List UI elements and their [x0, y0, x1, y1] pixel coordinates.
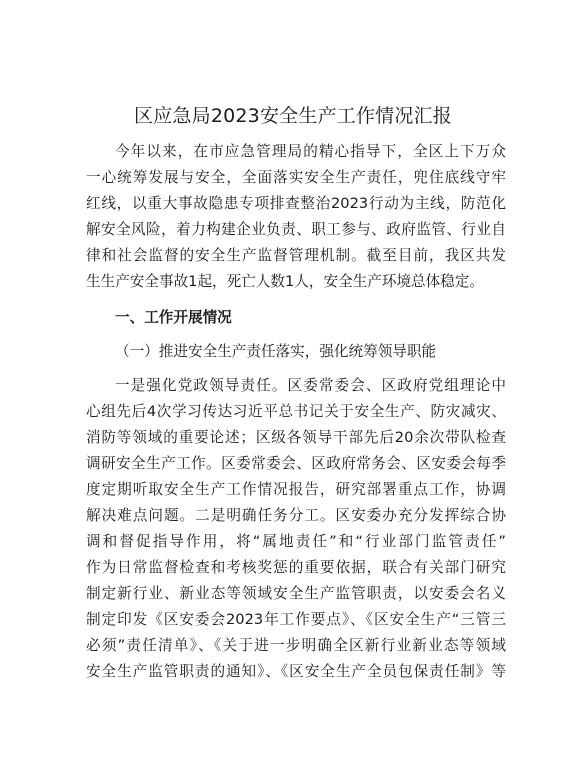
paragraph-line: 作为日常监督检查和考核奖惩的重要依据，联合有关部门研究 — [86, 559, 506, 576]
paragraph-line: 今年以来，在市应急管理局的精心指导下，全区上下万众 — [115, 143, 506, 160]
paragraph-line: 制定新行业、新业态等领域安全生产监管职责，以安委会名义 — [86, 585, 506, 602]
section-heading: 一、工作开展情况 — [115, 309, 232, 326]
subsection-heading: （一）推进安全生产责任落实，强化统筹领导职能 — [115, 343, 437, 360]
paragraph-line: 一是强化党政领导责任。区委常委会、区政府党组理论中 — [115, 377, 506, 394]
paragraph-line: 消防等领域的重要论述；区级各领导干部先后20余次带队检查 — [86, 429, 506, 446]
paragraph-line: 度定期听取安全生产工作情况报告，研究部署重点工作，协调 — [86, 481, 506, 498]
document-title: 区应急局2023安全生产工作情况汇报 — [134, 105, 452, 127]
paragraph-line: 调研安全生产工作。区委常委会、区政府常务会、区安委会每季 — [86, 455, 506, 472]
paragraph-line: 生生产安全事故1起，死亡人数1人，安全生产环境总体稳定。 — [86, 273, 485, 290]
paragraph-line: 律和社会监督的安全生产监督管理机制。截至目前，我区共发 — [86, 247, 506, 264]
paragraph-line: 一心统筹发展与安全，全面落实安全生产责任，兜住底线守牢 — [86, 169, 506, 186]
paragraph-line: 安全生产监管职责的通知》、《区安全生产全员包保责任制》等 — [86, 663, 506, 680]
paragraph-line: 心组先后4次学习传达习近平总书记关于安全生产、防灾减灾、 — [86, 403, 506, 420]
paragraph-line: 红线，以重大事故隐患专项排查整治2023行动为主线，防范化 — [86, 195, 506, 212]
paragraph-line: 必须”责任清单》、《关于进一步明确全区新行业新业态等领域 — [86, 637, 506, 654]
paragraph-line: 解安全风险，着力构建企业负责、职工参与、政府监管、行业自 — [86, 221, 506, 238]
paragraph-line: 解决难点问题。二是明确任务分工。区安委办充分发挥综合协 — [86, 507, 506, 524]
paragraph-line: 调和督促指导作用，将“属地责任”和“行业部门监管责任” — [86, 533, 506, 550]
paragraph-line: 制定印发《区安委会2023年工作要点》、《区安全生产“三管三 — [86, 611, 506, 628]
